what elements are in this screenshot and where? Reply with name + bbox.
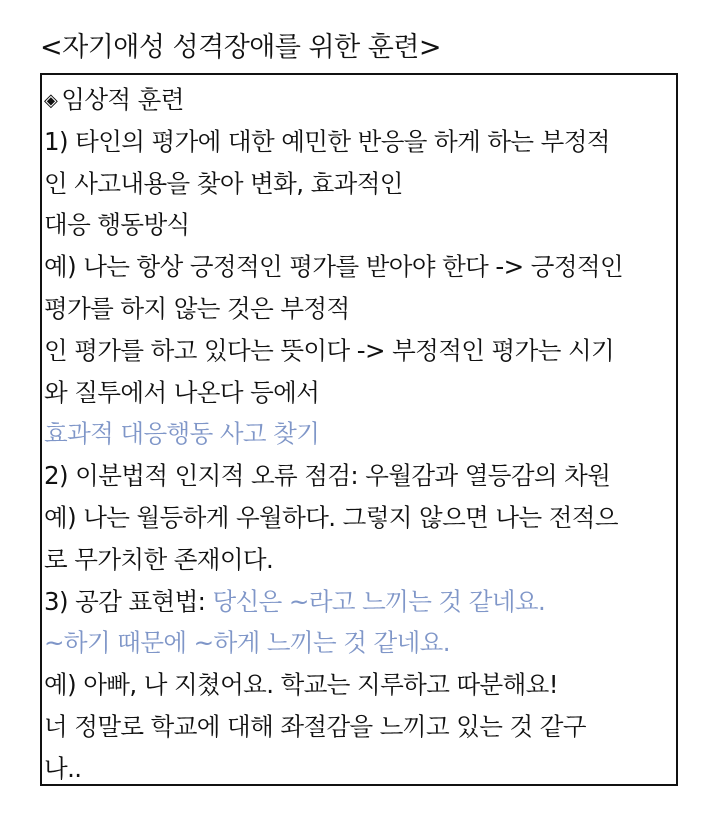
text-line: 나.. <box>44 753 82 783</box>
text-line: 로 무가치한 존재이다. <box>44 544 274 574</box>
empathy-highlight: 당신은 ~라고 느끼는 것 같네요. <box>212 586 546 616</box>
empathy-line <box>44 581 676 623</box>
text-line: 2) 이분법적 인지적 오류 점검: 우월감과 열등감의 차원 <box>44 461 611 491</box>
text-line: 예) 아빠, 나 지쳤어요. 학교는 지루하고 따분해요! <box>44 670 558 700</box>
text-line: 1) 타인의 평가에 대한 예민한 반응을 하게 하는 부정적 <box>44 126 610 156</box>
text-line: 예) 나는 항상 긍정적인 평가를 받아야 한다 -> 긍정적인 <box>44 252 624 282</box>
text-line: 너 정말로 학교에 대해 좌절감을 느끼고 있는 것 같구 <box>44 711 586 741</box>
diamond-bullet-icon: ◈ <box>44 90 58 111</box>
content-lines <box>44 79 676 790</box>
highlighted-text-line: 효과적 대응행동 사고 찾기 <box>44 419 320 449</box>
content-box <box>40 73 678 786</box>
section-heading: 임상적 훈련 <box>61 85 184 114</box>
document-title: <자기애성 성격장애를 위한 훈련> <box>40 32 442 63</box>
highlighted-text-line: ~하기 때문에 ~하게 느끼는 것 같네요. <box>44 628 450 658</box>
text-line: 인 평가를 하고 있다는 뜻이다 -> 부정적인 평가는 시기 <box>44 335 615 365</box>
text-line: 예) 나는 월등하게 우월하다. 그렇지 않으면 나는 전적으 <box>44 502 618 532</box>
text-line: 평가를 하지 않는 것은 부정적 <box>44 293 350 323</box>
section-heading-line <box>44 79 676 121</box>
text-line: 와 질투에서 나온다 등에서 <box>44 377 320 407</box>
empathy-prefix: 3) 공감 표현법: <box>44 586 213 616</box>
text-line: 인 사고내용을 찾아 변화, 효과적인 <box>44 168 403 198</box>
text-line: 대응 행동방식 <box>44 210 190 240</box>
